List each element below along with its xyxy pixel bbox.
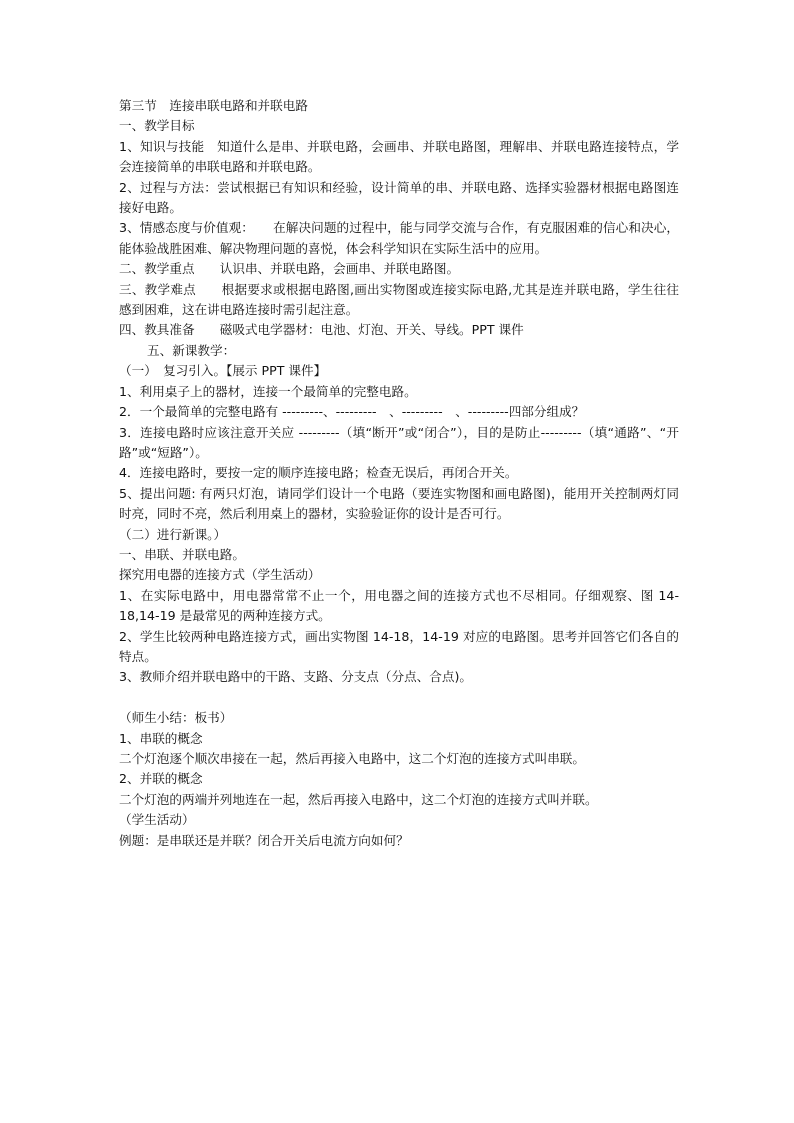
explore-item-3: 3、教师介绍并联电路中的干路、支路、分支点（分点、合点)。 [119, 669, 472, 685]
blank-line [119, 688, 679, 708]
goal-process-methods: 2、过程与方法：尝试根据已有知识和经验，设计简单的串、并联电路、选择实验器材根据电路图连接好电路。 [119, 179, 679, 216]
series-concept-heading: 1、串联的概念 [119, 730, 203, 746]
explore-item-1: 1、在实际电路中，用电器常常不止一个，用电器之间的连接方式也不尽相同。仔细观察、图 14-18,14-19 是最常见的两种连接方式。 [119, 587, 679, 624]
heading-difficulties: 三、教学难点 根据要求或根据电路图,画出实物图或连接实际电路,尤其是连并联电路，学生往往感到困难，这在讲电路连接时需引起注意。 [119, 281, 679, 318]
parallel-concept-text: 二个灯泡的两端并列地连在一起，然后再接入电路中，这二个灯泡的连接方式叫并联。 [119, 791, 598, 807]
review-intro: （一） 复习引入。【展示 PPT 课件】 [119, 363, 327, 379]
goal-attitude-values: 3、情感态度与价值观： 在解决问题的过程中，能与同学交流与合作，有克服困难的信心和决心，能体验战胜困难、解决物理问题的喜悦，体会科学知识在实际生活中的应用。 [119, 220, 679, 256]
heading-key-points: 二、教学重点 认识串、并联电路，会画串、并联电路图。 [119, 261, 460, 277]
student-activity: （学生活动） [119, 812, 195, 828]
document-body [119, 96, 679, 851]
example-question: 例题：是串联还是并联？闭合开关后电流方向如何？ [119, 832, 409, 848]
series-parallel-heading: 一、串联、并联电路。 [119, 546, 245, 562]
summary-heading: （师生小结：板书） [119, 710, 233, 726]
explore-item-2: 2、学生比较两种电路连接方式，画出实物图 14-18，14-19 对应的电路图。思考并回答它们各自的特点。 [119, 628, 679, 664]
review-item-2: 2．一个最简单的完整电路有 ---------、--------- 、--------- 、---------四部分组成？ [119, 404, 585, 420]
review-item-3: 3．连接电路时应该注意开关应 ---------（填“断开”或“闭合”），目的是防止---------（填“通路”、“开路”或“短路”）。 [119, 424, 679, 460]
heading-materials: 四、教具准备 磁吸式电学器材：电池、灯泡、开关、导线。PPT 课件 [119, 322, 524, 338]
goal-knowledge-skills: 1、知识与技能 知道什么是串、并联电路，会画串、并联电路图，理解串、并联电路连接特点，学会连接简单的串联电路和并联电路。 [119, 138, 679, 175]
new-lesson-heading: （二）进行新课。） [119, 526, 227, 542]
explore-activity: 探究用电器的连接方式（学生活动） [119, 567, 321, 583]
review-item-4: 4．连接电路时，要按一定的顺序连接电路；检查无误后，再闭合开关。 [119, 465, 518, 481]
heading-new-lesson: 五、新课教学： [147, 342, 236, 358]
review-item-1: 1、利用桌子上的器材，连接一个最简单的完整电路。 [119, 383, 417, 399]
parallel-concept-heading: 2、并联的概念 [119, 771, 203, 787]
heading-teaching-goals: 一、教学目标 [119, 118, 195, 134]
review-item-5: 5、提出问题: 有两只灯泡，请同学们设计一个电路（要连实物图和画电路图)，能用开关控制两灯同时亮，同时不亮，然后利用桌上的器材，实验验证你的设计是否可行。 [119, 485, 679, 522]
series-concept-text: 二个灯泡逐个顺次串接在一起，然后再接入电路中，这二个灯泡的连接方式叫串联。 [119, 750, 585, 766]
section-title: 第三节 连接串联电路和并联电路 [119, 98, 308, 113]
